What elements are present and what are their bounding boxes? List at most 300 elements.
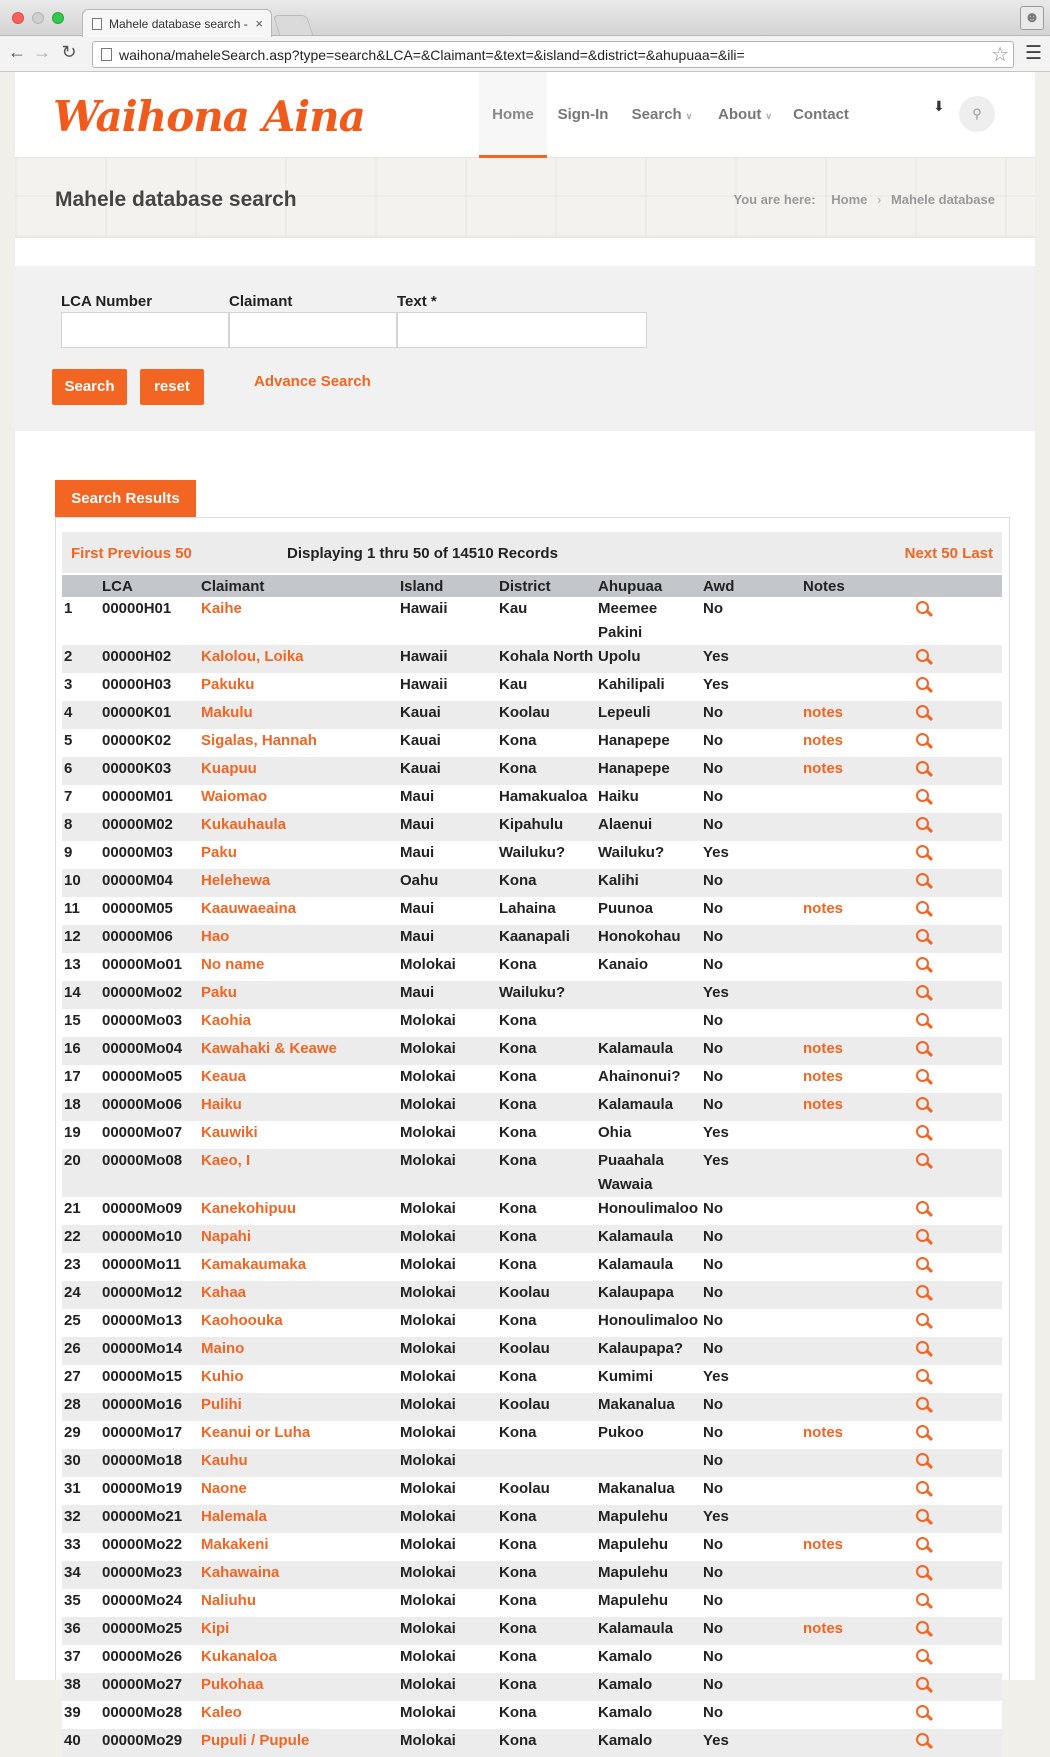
- cell-district: Kona: [497, 1037, 596, 1065]
- cell-lca: 00000H01: [100, 597, 199, 645]
- magnifier-icon[interactable]: [916, 1397, 932, 1413]
- magnifier-icon[interactable]: [916, 1125, 932, 1141]
- cell-n: 29: [62, 1421, 100, 1449]
- cell-lca: 00000H02: [100, 645, 199, 673]
- cell-lca: 00000M04: [100, 869, 199, 897]
- cell-view: [916, 925, 1002, 953]
- breadcrumb: [733, 192, 995, 207]
- address-bar[interactable]: [92, 41, 1014, 68]
- claimant-link[interactable]: Kuhio: [201, 1368, 244, 1385]
- cell-lca: 00000Mo21: [100, 1505, 199, 1533]
- cell-n: 32: [62, 1505, 100, 1533]
- magnifier-icon[interactable]: [916, 733, 932, 749]
- table-row: [62, 1309, 1002, 1337]
- cell-ahupuaa: Kamalo: [596, 1729, 701, 1757]
- nav-sign-in-label: Sign-In: [557, 106, 609, 123]
- cell-ahupuaa: Makanalua: [596, 1393, 701, 1421]
- cell-lca: 00000M02: [100, 813, 199, 841]
- cell-district: Kona: [497, 1365, 596, 1393]
- cell-district: Koolau: [497, 1337, 596, 1365]
- cell-district: Kona: [497, 1121, 596, 1149]
- magnifier-icon[interactable]: [916, 845, 932, 861]
- cell-district: Kona: [497, 729, 596, 757]
- magnifier-icon[interactable]: [916, 1229, 932, 1245]
- table-row: [62, 897, 1002, 925]
- claimant-link[interactable]: Keaua: [201, 1068, 247, 1085]
- cell-view: [916, 597, 1002, 645]
- claimant-link[interactable]: Kaihe: [201, 600, 242, 617]
- cell-notes: [801, 1729, 916, 1757]
- notes-link[interactable]: notes: [803, 1068, 844, 1085]
- claimant-link[interactable]: Napahi: [201, 1228, 252, 1245]
- cell-island: Molokai: [398, 1393, 497, 1421]
- cell-island: Molokai: [398, 1309, 497, 1337]
- table-row: [62, 757, 1002, 785]
- claimant-link[interactable]: Kawahaki & Keawe: [201, 1040, 337, 1057]
- cell-view: [916, 1449, 1002, 1477]
- cell-lca: 00000Mo16: [100, 1393, 199, 1421]
- notes-link[interactable]: notes: [803, 1096, 844, 1113]
- magnifier-icon[interactable]: [916, 1733, 932, 1749]
- cell-awd: No: [701, 597, 801, 645]
- cell-n: 5: [62, 729, 100, 757]
- claimant-link[interactable]: Kauwiki: [201, 1124, 258, 1141]
- column-header: [916, 575, 1002, 597]
- claimant-link[interactable]: Sigalas, Hannah: [201, 732, 317, 749]
- cell-notes: [801, 757, 916, 785]
- cell-n: 26: [62, 1337, 100, 1365]
- notes-link[interactable]: notes: [803, 1620, 844, 1637]
- cell-notes: [801, 1701, 916, 1729]
- magnifier-icon[interactable]: [916, 1621, 932, 1637]
- cell-n: 22: [62, 1225, 100, 1253]
- cell-ahupuaa: Lepeuli: [596, 701, 701, 729]
- cell-view: [916, 1009, 1002, 1037]
- bookmark-star-icon[interactable]: ☆: [991, 44, 1009, 66]
- cell-lca: 00000Mo05: [100, 1065, 199, 1093]
- site-logo[interactable]: Waihona Aina: [53, 92, 365, 141]
- notes-link[interactable]: notes: [803, 1040, 844, 1057]
- notes-link[interactable]: notes: [803, 732, 844, 749]
- cell-view: [916, 785, 1002, 813]
- breadcrumb-current: Mahele database: [890, 192, 995, 207]
- cell-n: 38: [62, 1673, 100, 1701]
- notes-link[interactable]: notes: [803, 760, 844, 777]
- magnifier-icon[interactable]: [916, 1649, 932, 1665]
- magnifier-icon[interactable]: [916, 1677, 932, 1693]
- table-row: [62, 729, 1002, 757]
- chevron-down-icon: ∨: [685, 111, 693, 121]
- cell-lca: 00000Mo08: [100, 1149, 199, 1197]
- magnifier-icon[interactable]: [916, 1041, 932, 1057]
- magnifier-icon[interactable]: [916, 1509, 932, 1525]
- cell-notes: [801, 1561, 916, 1589]
- cell-notes: [801, 1225, 916, 1253]
- nav-home[interactable]: [479, 72, 547, 158]
- cell-ahupuaa: Kalamaula: [596, 1225, 701, 1253]
- notes-link[interactable]: notes: [803, 900, 844, 917]
- close-window-button[interactable]: [12, 12, 24, 24]
- cell-n: 17: [62, 1065, 100, 1093]
- claimant-link[interactable]: Kukauhaula: [201, 816, 287, 833]
- maximize-window-button[interactable]: [52, 12, 64, 24]
- cell-island: Molokai: [398, 1225, 497, 1253]
- cell-n: 14: [62, 981, 100, 1009]
- cell-n: 7: [62, 785, 100, 813]
- cell-awd: No: [701, 1421, 801, 1449]
- cell-notes: [801, 1533, 916, 1561]
- magnifier-icon[interactable]: [916, 1097, 932, 1113]
- magnifier-icon[interactable]: [916, 957, 932, 973]
- magnifier-icon[interactable]: [916, 929, 932, 945]
- table-row: [62, 673, 1002, 701]
- nav-about[interactable]: [714, 72, 776, 158]
- table-row: [62, 1589, 1002, 1617]
- table-row: [62, 1149, 1002, 1197]
- cell-ahupuaa: Kalamaula: [596, 1253, 701, 1281]
- magnifier-icon[interactable]: [916, 901, 932, 917]
- cell-view: [916, 1225, 1002, 1253]
- table-row: [62, 1065, 1002, 1093]
- magnifier-icon[interactable]: [916, 1453, 932, 1469]
- cell-n: 27: [62, 1365, 100, 1393]
- magnifier-icon[interactable]: [916, 1369, 932, 1385]
- cell-n: 10: [62, 869, 100, 897]
- magnifier-icon[interactable]: [916, 601, 932, 617]
- claimant-link[interactable]: Maino: [201, 1340, 245, 1357]
- claimant-link[interactable]: Kauhu: [201, 1452, 248, 1469]
- pager-first-previous[interactable]: First Previous 50: [71, 545, 192, 562]
- magnifier-icon[interactable]: [916, 1257, 932, 1273]
- claimant-link[interactable]: Halemala: [201, 1508, 267, 1525]
- cell-district: Kipahulu: [497, 813, 596, 841]
- cell-district: Koolau: [497, 1281, 596, 1309]
- minimize-window-button[interactable]: [32, 12, 44, 24]
- cell-island: Hawaii: [398, 673, 497, 701]
- table-row: [62, 785, 1002, 813]
- browser-tab[interactable]: [82, 9, 272, 37]
- cell-notes: [801, 1037, 916, 1065]
- notes-link[interactable]: notes: [803, 1424, 844, 1441]
- cell-ahupuaa: Honoulimaloo: [596, 1197, 701, 1225]
- cell-n: 12: [62, 925, 100, 953]
- magnifier-icon[interactable]: [916, 1153, 932, 1169]
- cell-n: 19: [62, 1121, 100, 1149]
- cell-awd: No: [701, 897, 801, 925]
- cell-awd: No: [701, 1477, 801, 1505]
- claimant-link[interactable]: Kuapuu: [201, 760, 257, 777]
- cell-notes: [801, 597, 916, 645]
- cell-island: Molokai: [398, 1477, 497, 1505]
- table-row: [62, 1449, 1002, 1477]
- cell-claimant: [199, 1701, 398, 1729]
- cell-district: Hamakualoa: [497, 785, 596, 813]
- cell-claimant: [199, 1729, 398, 1757]
- claimant-link[interactable]: Makakeni: [201, 1536, 269, 1553]
- claimant-link[interactable]: Kaeo, I: [201, 1152, 251, 1169]
- claimant-link[interactable]: Paku: [201, 844, 237, 861]
- browser-menu-icon[interactable]: ☰: [1024, 43, 1042, 64]
- magnifier-icon[interactable]: [916, 705, 932, 721]
- back-arrow-icon[interactable]: ←: [8, 42, 26, 62]
- cell-view: [916, 673, 1002, 701]
- new-tab-button[interactable]: [273, 15, 313, 35]
- search-button[interactable]: Search: [52, 369, 127, 405]
- table-row: [62, 1253, 1002, 1281]
- cell-awd: No: [701, 1673, 801, 1701]
- cell-awd: No: [701, 953, 801, 981]
- cell-view: [916, 897, 1002, 925]
- text-label: Text *: [397, 293, 437, 310]
- cell-view: [916, 953, 1002, 981]
- cell-notes: [801, 897, 916, 925]
- cell-n: 39: [62, 1701, 100, 1729]
- magnifier-icon[interactable]: [916, 985, 932, 1001]
- magnifier-icon[interactable]: [916, 817, 932, 833]
- cell-view: [916, 1281, 1002, 1309]
- claimant-link[interactable]: Kaohoouka: [201, 1312, 283, 1329]
- cell-claimant: [199, 1673, 398, 1701]
- browser-toolbar: [0, 37, 1050, 72]
- claimant-link[interactable]: Haiku: [201, 1096, 242, 1113]
- download-icon[interactable]: ⬇: [933, 98, 945, 114]
- cell-lca: 00000Mo27: [100, 1673, 199, 1701]
- cell-notes: [801, 1009, 916, 1037]
- cell-awd: No: [701, 925, 801, 953]
- cell-ahupuaa: Kalamaula: [596, 1037, 701, 1065]
- claimant-link[interactable]: Kaohia: [201, 1012, 252, 1029]
- cell-claimant: [199, 981, 398, 1009]
- cell-district: Wailuku?: [497, 841, 596, 869]
- claimant-link[interactable]: Waiomao: [201, 788, 268, 805]
- claimant-link[interactable]: Kipi: [201, 1620, 230, 1637]
- cell-district: Kona: [497, 1701, 596, 1729]
- magnifier-icon[interactable]: [916, 649, 932, 665]
- cell-view: [916, 1477, 1002, 1505]
- cell-view: [916, 1093, 1002, 1121]
- cell-lca: 00000K03: [100, 757, 199, 785]
- table-row: [62, 1701, 1002, 1729]
- claimant-link[interactable]: Naliuhu: [201, 1592, 256, 1609]
- cell-view: [916, 1673, 1002, 1701]
- magnifier-icon[interactable]: [916, 761, 932, 777]
- claimant-input[interactable]: [229, 312, 397, 348]
- claimant-link[interactable]: Keanui or Luha: [201, 1424, 311, 1441]
- cell-ahupuaa: Kalaupapa?: [596, 1337, 701, 1365]
- magnifier-icon[interactable]: [916, 789, 932, 805]
- profile-icon[interactable]: ☻: [1020, 6, 1044, 30]
- cell-district: Kaanapali: [497, 925, 596, 953]
- cell-lca: 00000Mo04: [100, 1037, 199, 1065]
- nav-sign-in[interactable]: [555, 72, 611, 158]
- cell-n: 30: [62, 1449, 100, 1477]
- claimant-link[interactable]: Kahawaina: [201, 1564, 280, 1581]
- claimant-link[interactable]: Makulu: [201, 704, 253, 721]
- magnifier-icon[interactable]: [916, 677, 932, 693]
- close-tab-icon[interactable]: ×: [255, 16, 263, 31]
- cell-ahupuaa: Mapulehu: [596, 1561, 701, 1589]
- magnifier-icon[interactable]: [916, 1425, 932, 1441]
- nav-contact[interactable]: [791, 72, 851, 158]
- claimant-link[interactable]: Kalolou, Loika: [201, 648, 304, 665]
- cell-ahupuaa: Hanapepe: [596, 729, 701, 757]
- claimant-link[interactable]: Paku: [201, 984, 237, 1001]
- cell-notes: [801, 1393, 916, 1421]
- cell-district: Kona: [497, 1673, 596, 1701]
- cell-view: [916, 757, 1002, 785]
- cell-island: Molokai: [398, 1533, 497, 1561]
- magnifier-icon[interactable]: [916, 1705, 932, 1721]
- cell-lca: 00000M01: [100, 785, 199, 813]
- cell-n: 13: [62, 953, 100, 981]
- claimant-link[interactable]: Pukohaa: [201, 1676, 264, 1693]
- table-row: [62, 1225, 1002, 1253]
- page-info-icon: [101, 48, 112, 61]
- magnifier-icon[interactable]: [916, 1565, 932, 1581]
- cell-claimant: [199, 841, 398, 869]
- magnifier-icon[interactable]: [916, 873, 932, 889]
- table-row: [62, 925, 1002, 953]
- advance-search-link[interactable]: Advance Search: [254, 373, 371, 390]
- table-header-row: [62, 575, 1002, 597]
- cell-lca: 00000K02: [100, 729, 199, 757]
- magnifier-icon[interactable]: [916, 1593, 932, 1609]
- table-row: [62, 1037, 1002, 1065]
- cell-island: Molokai: [398, 1505, 497, 1533]
- breadcrumb-home[interactable]: Home: [831, 192, 868, 207]
- cell-n: 20: [62, 1149, 100, 1197]
- magnifier-icon[interactable]: [916, 1313, 932, 1329]
- cell-ahupuaa: Honoulimaloo: [596, 1309, 701, 1337]
- cell-district: Kau: [497, 597, 596, 645]
- magnifier-icon[interactable]: [916, 1481, 932, 1497]
- table-row: [62, 1093, 1002, 1121]
- claimant-link[interactable]: Helehewa: [201, 872, 271, 889]
- cell-n: 37: [62, 1645, 100, 1673]
- cell-district: Kona: [497, 869, 596, 897]
- claimant-link[interactable]: Pulihi: [201, 1396, 242, 1413]
- cell-district: Kona: [497, 1093, 596, 1121]
- nav-home-label: Home: [492, 106, 534, 123]
- lca-input[interactable]: [61, 312, 229, 348]
- cell-island: Kauai: [398, 729, 497, 757]
- magnifier-icon[interactable]: [916, 1341, 932, 1357]
- search-results-tab[interactable]: Search Results: [55, 480, 196, 517]
- claimant-link[interactable]: Kanekohipuu: [201, 1200, 297, 1217]
- cell-awd: No: [701, 1449, 801, 1477]
- claimant-link[interactable]: Kahaa: [201, 1284, 247, 1301]
- reload-icon[interactable]: ↻: [61, 42, 77, 62]
- cell-view: [916, 1645, 1002, 1673]
- cell-notes: [801, 925, 916, 953]
- cell-ahupuaa: Pukoo: [596, 1421, 701, 1449]
- cell-lca: 00000Mo23: [100, 1561, 199, 1589]
- notes-link[interactable]: notes: [803, 704, 844, 721]
- claimant-link[interactable]: Kaleo: [201, 1704, 242, 1721]
- url-text: waihona/maheleSearch.asp?type=search&LCA=&Claimant=&text=&island=&district=&ahupuaa=&ili=: [119, 47, 745, 63]
- results-table-body: [62, 597, 1002, 1757]
- cell-claimant: [199, 1561, 398, 1589]
- magnifier-icon[interactable]: [916, 1285, 932, 1301]
- cell-district: Kau: [497, 673, 596, 701]
- cell-view: [916, 1589, 1002, 1617]
- cell-awd: No: [701, 1093, 801, 1121]
- table-row: [62, 841, 1002, 869]
- cell-claimant: [199, 869, 398, 897]
- cell-n: 28: [62, 1393, 100, 1421]
- notes-link[interactable]: notes: [803, 1536, 844, 1553]
- cell-claimant: [199, 1253, 398, 1281]
- cell-claimant: [199, 1121, 398, 1149]
- cell-ahupuaa: Kahilipali: [596, 673, 701, 701]
- cell-district: Kona: [497, 1009, 596, 1037]
- cell-claimant: [199, 1309, 398, 1337]
- cell-district: Kona: [497, 1561, 596, 1589]
- forward-arrow-icon[interactable]: →: [33, 42, 51, 62]
- magnifier-icon[interactable]: [916, 1013, 932, 1029]
- cell-view: [916, 1037, 1002, 1065]
- cell-claimant: [199, 1337, 398, 1365]
- cell-ahupuaa: [596, 1449, 701, 1477]
- claimant-link[interactable]: Hao: [201, 928, 230, 945]
- cell-island: Molokai: [398, 1561, 497, 1589]
- cell-awd: No: [701, 701, 801, 729]
- cell-view: [916, 729, 1002, 757]
- cell-island: Kauai: [398, 701, 497, 729]
- claimant-link[interactable]: No name: [201, 956, 265, 973]
- nav-search[interactable]: [627, 72, 697, 158]
- claimant-link[interactable]: Pupuli / Pupule: [201, 1732, 310, 1749]
- cell-view: [916, 1149, 1002, 1197]
- cell-view: [916, 1197, 1002, 1225]
- cell-view: [916, 1121, 1002, 1149]
- cell-island: Maui: [398, 785, 497, 813]
- magnifier-icon[interactable]: [916, 1069, 932, 1085]
- cell-notes: [801, 1149, 916, 1197]
- cell-n: 25: [62, 1309, 100, 1337]
- cell-claimant: [199, 1225, 398, 1253]
- cell-view: [916, 1533, 1002, 1561]
- reset-button[interactable]: reset: [140, 369, 204, 405]
- claimant-link[interactable]: Kukanaloa: [201, 1648, 277, 1665]
- cell-n: 8: [62, 813, 100, 841]
- claimant-link[interactable]: Pakuku: [201, 676, 255, 693]
- cell-ahupuaa: Mapulehu: [596, 1589, 701, 1617]
- cell-claimant: [199, 1281, 398, 1309]
- cell-lca: 00000Mo12: [100, 1281, 199, 1309]
- cell-claimant: [199, 1149, 398, 1197]
- cell-ahupuaa: Kamalo: [596, 1673, 701, 1701]
- magnifier-icon[interactable]: [916, 1537, 932, 1553]
- cell-claimant: [199, 701, 398, 729]
- cell-district: Kona: [497, 953, 596, 981]
- claimant-link[interactable]: Naone: [201, 1480, 247, 1497]
- cell-claimant: [199, 1505, 398, 1533]
- site-search-icon[interactable]: ⚲: [959, 96, 995, 132]
- claimant-link[interactable]: Kamakaumaka: [201, 1256, 307, 1273]
- cell-claimant: [199, 1197, 398, 1225]
- claimant-link[interactable]: Kaauwaeaina: [201, 900, 297, 917]
- cell-lca: 00000Mo19: [100, 1477, 199, 1505]
- text-input[interactable]: [397, 312, 647, 348]
- table-row: [62, 1197, 1002, 1225]
- search-panel: [15, 266, 1035, 431]
- magnifier-icon[interactable]: [916, 1201, 932, 1217]
- pager-next-last[interactable]: Next 50 Last: [904, 545, 993, 562]
- table-row: [62, 1645, 1002, 1673]
- cell-lca: 00000Mo15: [100, 1365, 199, 1393]
- cell-lca: 00000M06: [100, 925, 199, 953]
